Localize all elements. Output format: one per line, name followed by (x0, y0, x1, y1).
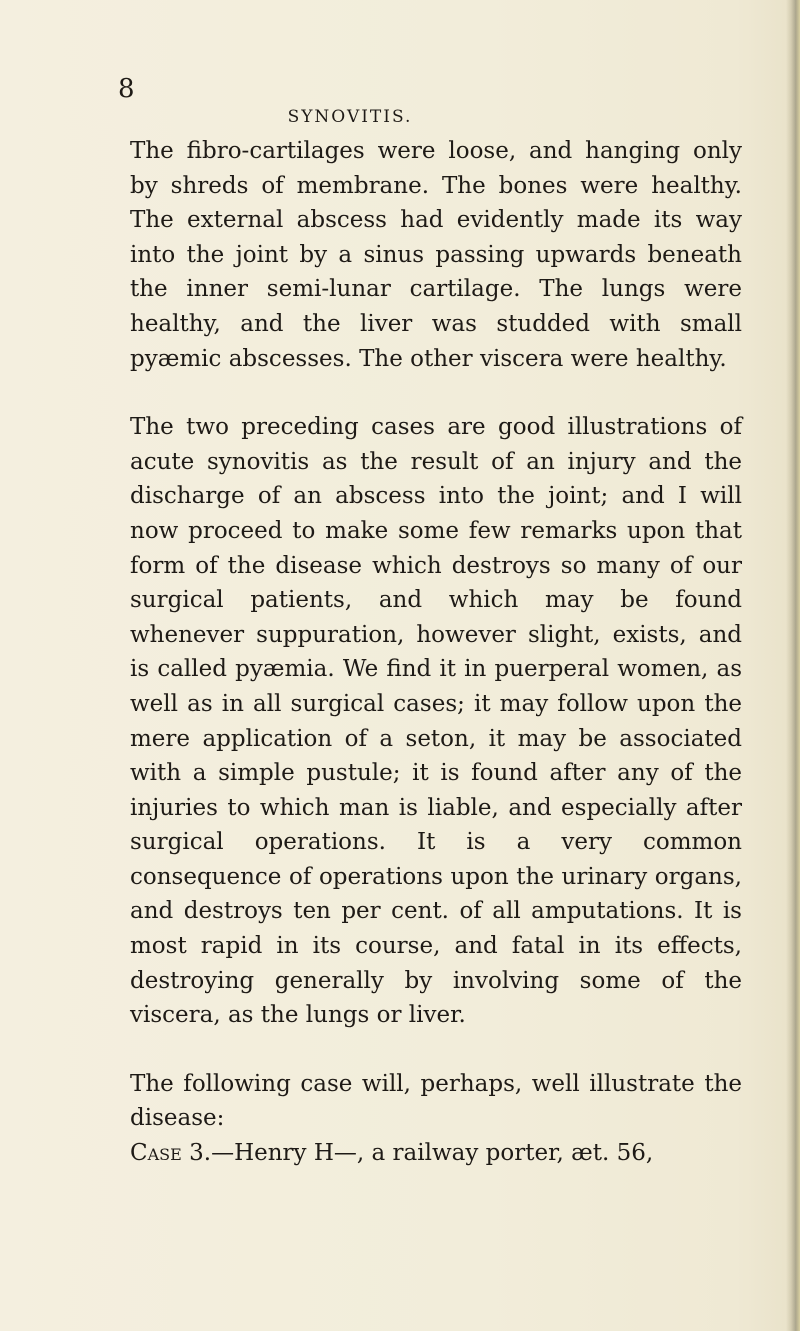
page-number: 8 (118, 74, 135, 104)
body-text (130, 134, 742, 1171)
case-label: Case 3. (130, 1140, 212, 1167)
running-head (0, 74, 800, 127)
page-edge-shadow (786, 0, 800, 1331)
paragraph-1: The fibro-cartilages were loose, and hanging only by shreds of membrane. The bones were healthy. The external abscess had evidently made its way into the joint by a sinus passing upwards beneath the inner semi-lunar cartilage. The lungs were healthy, and the liver was studded with small pyæmic abscesses. The other viscera were healthy. (130, 138, 742, 372)
case-heading-line (130, 1136, 742, 1171)
case-text: —Henry H—, a railway porter, æt. 56, (211, 1140, 654, 1167)
paragraph-3: The following case will, perhaps, well illustrate the disease: (130, 1070, 742, 1132)
paragraph-2: The two preceding cases are good illustrations of acute synovitis as the result of an injury and the discharge of an abscess into the joint; and I will now proceed to make some few remarks upon that form of the disease which destroys so many of our surgical patients, and which may be found whenever suppuration, however slight, exists, and is called pyæmia. We find it in puerperal women, as well as in all surgical cases; it may follow upon the mere application of a seton, it may be associated with a simple pustule; it is found after any of the injuries to which man is liable, and especially after surgical operations. It is a very common consequence of operations upon the urinary organs, and destroys ten per cent. of all amputations. It is most rapid in its course, and fatal in its effects, destroying generally by involving some of the viscera, as the lungs or liver. (130, 414, 742, 1029)
running-title: SYNOVITIS. (287, 107, 413, 127)
